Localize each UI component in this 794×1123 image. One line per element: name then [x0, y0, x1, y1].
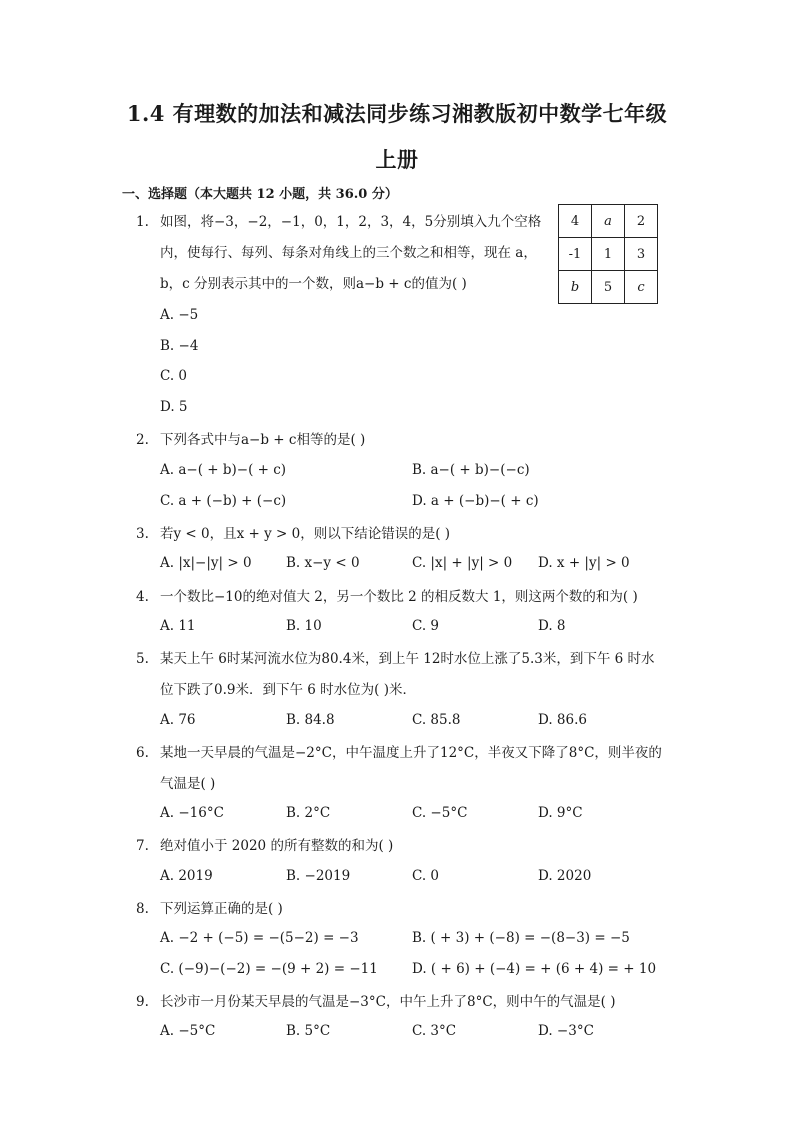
- option-a: A. 11: [160, 618, 196, 634]
- question-text: 某天上午 6时某河流水位为80.4米，到上午 12时水位上涨了5.3米，到下午 6 时水: [160, 651, 655, 667]
- question-text: 位下跌了0.9米．到下午 6 时水位为( )米．: [160, 682, 416, 698]
- grid-cell: b: [559, 271, 592, 304]
- option-b: B. x−y < 0: [286, 555, 360, 571]
- grid-cell: 4: [559, 205, 592, 238]
- option-c: C. a + (−b) + (−c): [160, 493, 287, 509]
- option-d: D. ( + 6) + (−4) = + (6 + 4) = + 10: [412, 961, 657, 977]
- grid-cell: 2: [625, 205, 658, 238]
- option-d: D. a + (−b)−( + c): [412, 493, 539, 509]
- option-c: C. 85.8: [412, 712, 461, 728]
- title-line-1: 1.4 有理数的加法和减法同步练习湘教版初中数学七年级: [126, 101, 668, 126]
- option-c: C. 0: [412, 868, 440, 884]
- question-text: b，c 分别表示其中的一个数，则a−b + c的值为( ): [160, 276, 467, 292]
- question-text: 下列各式中与a−b + c相等的是( ): [160, 432, 366, 448]
- option-a: A. −2 + (−5) = −(5−2) = −3: [160, 930, 359, 946]
- title-line-2: 上册: [375, 147, 419, 172]
- option-d: D. 9°C: [538, 805, 583, 821]
- option-b: B. ( + 3) + (−8) = −(8−3) = −5: [412, 930, 630, 946]
- grid-cell: -1: [559, 238, 592, 271]
- grid-cell: 5: [592, 271, 625, 304]
- option-c: C. (−9)−(−2) = −(9 + 2) = −11: [160, 961, 378, 977]
- option-c: C. −5°C: [412, 805, 468, 821]
- option-b: B. 84.8: [286, 712, 335, 728]
- option-a: A. |x|−|y| > 0: [160, 555, 252, 571]
- magic-square-grid: [558, 204, 658, 304]
- option-b: B. 10: [286, 618, 322, 634]
- grid-cell: 1: [592, 238, 625, 271]
- question-text: 气温是( ): [160, 776, 216, 792]
- option-a: A. −5: [160, 307, 199, 323]
- option-d: D. x + |y| > 0: [538, 555, 630, 571]
- question-number: 6.: [136, 745, 149, 761]
- question-text: 如图，将−3，−2，−1，0，1，2，3，4，5分别填入九个空格: [160, 214, 542, 230]
- grid-cell: 3: [625, 238, 658, 271]
- option-b: B. a−( + b)−(−c): [412, 462, 530, 478]
- option-c: C. 3°C: [412, 1023, 457, 1039]
- question-number: 8.: [136, 901, 149, 917]
- option-d: D. 8: [538, 618, 566, 634]
- option-a: A. −5°C: [160, 1023, 216, 1039]
- option-c: C. 9: [412, 618, 440, 634]
- question-number: 1.: [136, 214, 149, 230]
- option-c: C. 0: [160, 368, 188, 384]
- option-a: A. 2019: [160, 868, 213, 884]
- question-number: 7.: [136, 838, 149, 854]
- option-a: A. 76: [160, 712, 196, 728]
- option-b: B. −2019: [286, 868, 351, 884]
- section-heading: 一、选择题（本大题共 12 小题，共 36.0 分）: [122, 187, 398, 202]
- option-a: A. a−( + b)−( + c): [160, 462, 287, 478]
- option-b: B. 2°C: [286, 805, 331, 821]
- option-d: D. 2020: [538, 868, 592, 884]
- option-d: D. 5: [160, 399, 188, 415]
- option-d: D. 86.6: [538, 712, 587, 728]
- question-text: 下列运算正确的是( ): [160, 901, 283, 917]
- question-number: 2.: [136, 432, 149, 448]
- option-c: C. |x| + |y| > 0: [412, 555, 513, 571]
- question-number: 9.: [136, 994, 149, 1010]
- question-text: 某地一天早晨的气温是−2°C，中午温度上升了12°C，半夜又下降了8°C，则半夜的: [160, 745, 662, 761]
- question-text: 长沙市一月份某天早晨的气温是−3°C，中午上升了8°C，则中午的气温是( ): [160, 994, 616, 1010]
- question-text: 若y < 0，且x + y > 0，则以下结论错误的是( ): [160, 526, 451, 542]
- question-number: 5.: [136, 651, 149, 667]
- question-text: 内，使每行、每列、每条对角线上的三个数之和相等，现在 a，: [160, 245, 537, 261]
- option-b: B. 5°C: [286, 1023, 331, 1039]
- question-number: 4.: [136, 589, 149, 605]
- question-text: 绝对值小于 2020 的所有整数的和为( ): [160, 838, 394, 854]
- option-b: B. −4: [160, 338, 199, 354]
- option-a: A. −16°C: [160, 805, 224, 821]
- grid-cell: a: [592, 205, 625, 238]
- grid-cell: c: [625, 271, 658, 304]
- question-number: 3.: [136, 526, 149, 542]
- option-d: D. −3°C: [538, 1023, 594, 1039]
- question-text: 一个数比−10的绝对值大 2，另一个数比 2 的相反数大 1，则这两个数的和为( ): [160, 589, 638, 605]
